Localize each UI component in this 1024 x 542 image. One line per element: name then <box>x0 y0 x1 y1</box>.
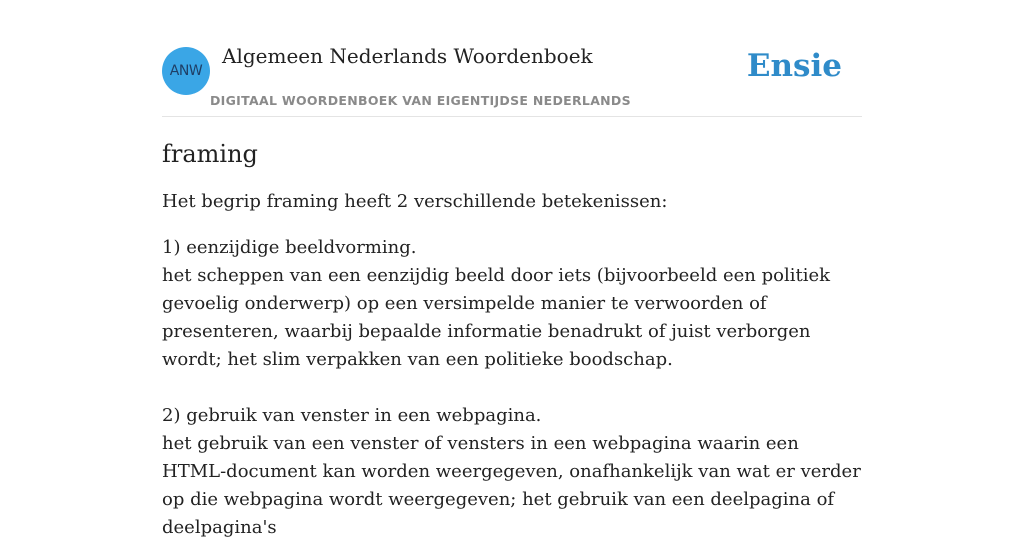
entry-headword: framing <box>162 140 258 168</box>
anw-logo[interactable]: ANW <box>162 47 210 95</box>
sense-definition: het scheppen van een eenzijdig beeld door iets (bijvoorbeeld een politiek gevoelig onderwerp) op een versimpelde manier te verwoorden of presenteren, waarbij bepaalde informatie benadrukt of juist verborgen wordt; het slim verpakken van een politieke boodschap. <box>162 265 831 370</box>
site-subtitle: DIGITAAL WOORDENBOEK VAN EIGENTIJDSE NEDERLANDS <box>210 93 631 108</box>
site-title[interactable]: Algemeen Nederlands Woordenboek <box>222 44 593 68</box>
sense-title: 1) eenzijdige beeldvorming. <box>162 237 417 258</box>
entry-intro: Het begrip framing heeft 2 verschillende betekenissen: <box>162 191 668 212</box>
sense-definition: het gebruik van een venster of vensters in een webpagina waarin een HTML-document kan worden weergegeven, onafhankelijk van wat er verder op die webpagina wordt weergegeven; het gebruik van een deelpagina of deelpagina's <box>162 433 861 538</box>
sense-1 <box>162 234 862 374</box>
sense-title: 2) gebruik van venster in een webpagina. <box>162 405 542 426</box>
ensie-brand-logo[interactable]: Ensie <box>746 48 842 84</box>
site-header <box>162 0 862 117</box>
dictionary-entry <box>162 138 862 542</box>
sense-2 <box>162 402 862 542</box>
